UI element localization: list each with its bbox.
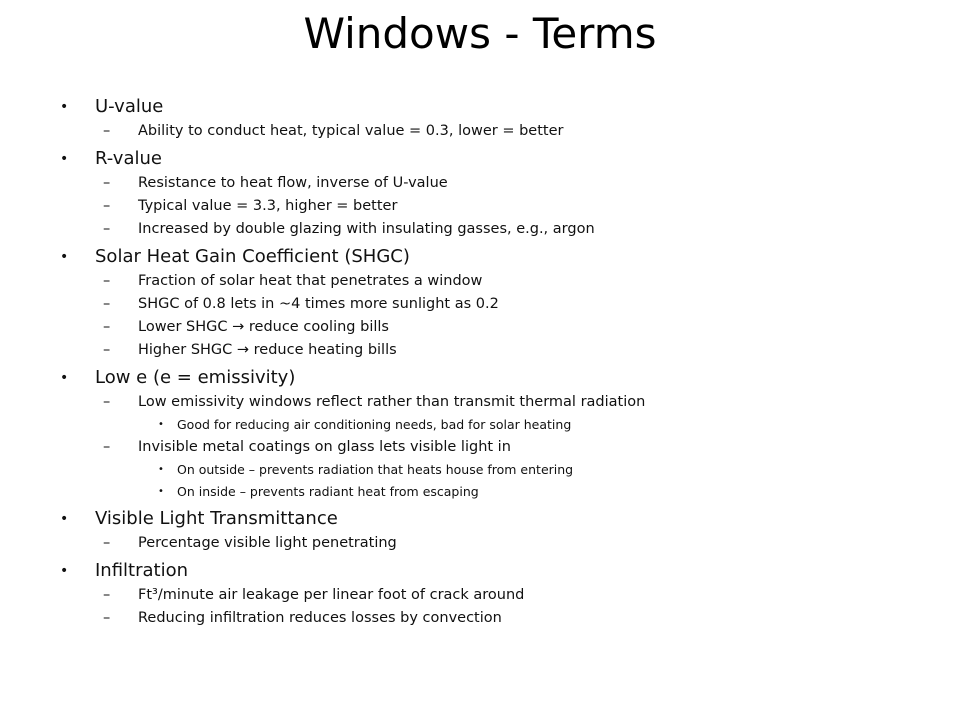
dash-icon: – [103, 273, 111, 289]
sub-bullet: – Typical value = 3.3, higher = better [60, 196, 920, 217]
bullet-heading: • Low e (e = emissivity) [60, 367, 296, 388]
bullet-dot-icon: • [60, 151, 69, 167]
bullet-heading: • Infiltration [60, 560, 189, 581]
bullet-item-vlt [60, 507, 920, 554]
bullet-dot-icon: • [158, 419, 164, 430]
bullet-dot-icon: • [60, 249, 69, 265]
dash-icon: – [103, 587, 111, 603]
dash-icon: – [103, 610, 111, 626]
bullet-item-low-e [60, 366, 920, 502]
sub-bullet: – Fraction of solar heat that penetrates a window [60, 271, 920, 292]
sub-sub-bullet: • Good for reducing air conditioning needs, bad for solar heating [60, 414, 920, 435]
bullet-list [60, 90, 920, 629]
bullet-dot-icon: • [60, 370, 69, 386]
dash-icon: – [103, 123, 111, 139]
sub-bullet: – Invisible metal coatings on glass lets visible light in [60, 437, 920, 458]
sub-bullet: – Low emissivity windows reflect rather than transmit thermal radiation [60, 392, 920, 413]
bullet-heading: • R-value [60, 148, 162, 169]
sub-bullet: – Lower SHGC → reduce cooling bills [60, 317, 920, 338]
sub-bullet: – Higher SHGC → reduce heating bills [60, 340, 920, 361]
bullet-item-infiltration [60, 559, 920, 629]
dash-icon: – [103, 535, 111, 551]
bullet-item-u-value [60, 95, 920, 142]
sub-bullet: – Resistance to heat flow, inverse of U-value [60, 173, 920, 194]
bullet-item-shgc [60, 245, 920, 361]
dash-icon: – [103, 296, 111, 312]
bullet-dot-icon: • [158, 486, 164, 497]
bullet-dot-icon: • [60, 511, 69, 527]
bullet-item-r-value [60, 147, 920, 240]
bullet-heading: • U-value [60, 96, 164, 117]
dash-icon: – [103, 221, 111, 237]
sub-bullet: – Reducing infiltration reduces losses by convection [60, 608, 920, 629]
bullet-dot-icon: • [60, 563, 69, 579]
dash-icon: – [103, 342, 111, 358]
dash-icon: – [103, 394, 111, 410]
bullet-dot-icon: • [60, 99, 69, 115]
slide-title: Windows - Terms [303, 9, 657, 58]
sub-bullet: – Ability to conduct heat, typical value = 0.3, lower = better [60, 121, 920, 142]
sub-bullet: – Ft³/minute air leakage per linear foot of crack around [60, 585, 920, 606]
dash-icon: – [103, 319, 111, 335]
bullet-heading: • Solar Heat Gain Coefficient (SHGC) [60, 246, 410, 267]
sub-bullet: – Percentage visible light penetrating [60, 533, 920, 554]
dash-icon: – [103, 439, 111, 455]
dash-icon: – [103, 175, 111, 191]
sub-sub-bullet: • On inside – prevents radiant heat from escaping [60, 481, 920, 502]
bullet-dot-icon: • [158, 464, 164, 475]
sub-sub-bullet: • On outside – prevents radiation that heats house from entering [60, 459, 920, 480]
dash-icon: – [103, 198, 111, 214]
sub-bullet: – Increased by double glazing with insulating gasses, e.g., argon [60, 219, 920, 240]
bullet-heading: • Visible Light Transmittance [60, 508, 338, 529]
sub-bullet: – SHGC of 0.8 lets in ~4 times more sunlight as 0.2 [60, 294, 920, 315]
